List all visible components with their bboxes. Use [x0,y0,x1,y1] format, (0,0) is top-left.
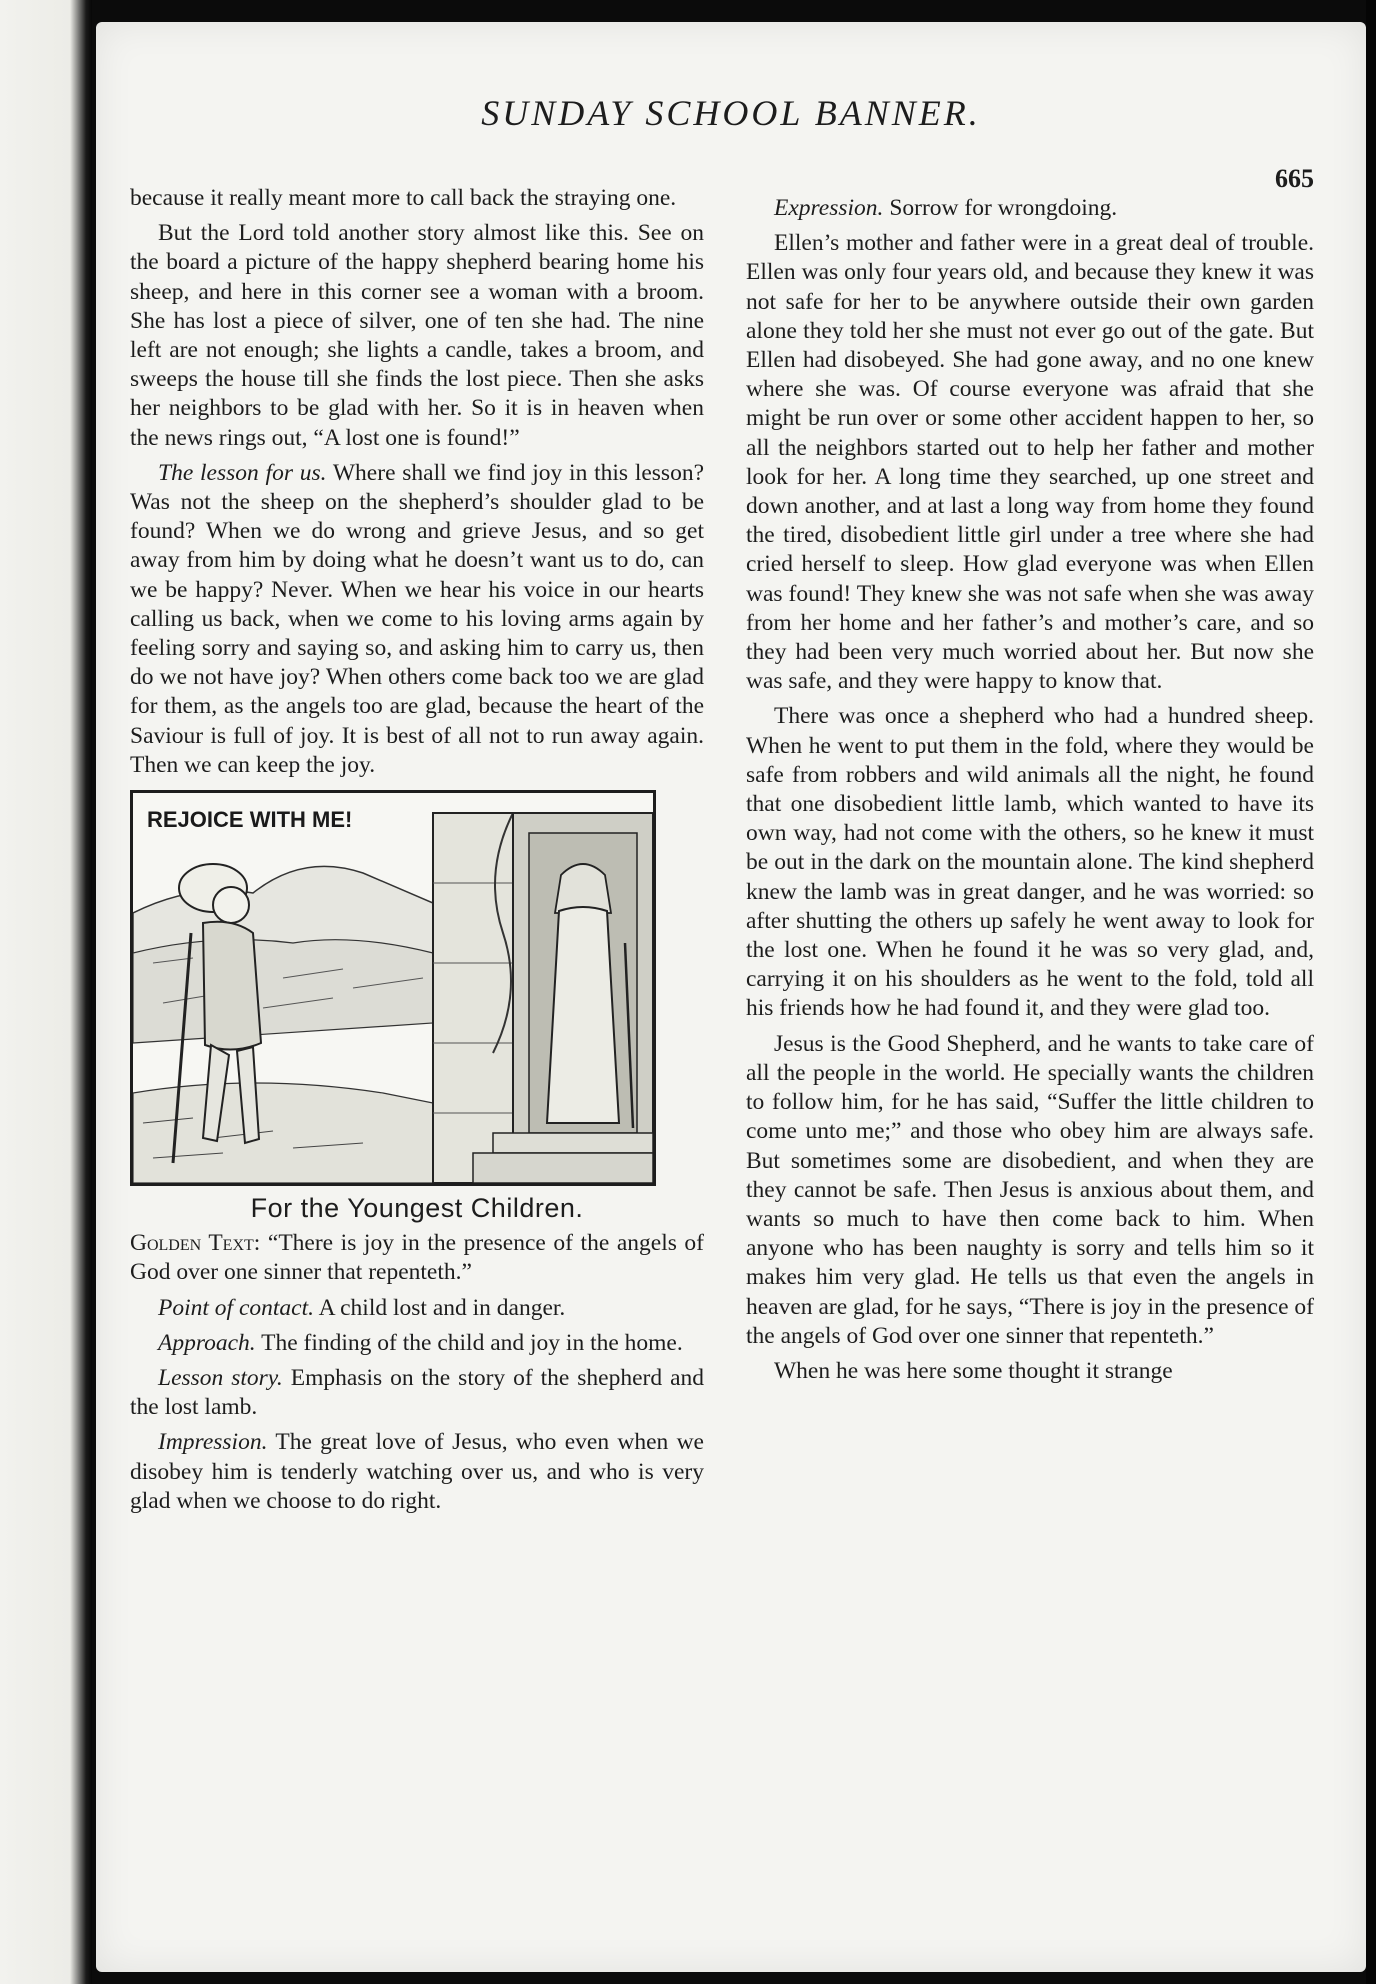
paragraph-lead: Expression. [774,195,884,221]
paragraph: Impression. The great love of Jesus, who even when we disobey him is tenderly watching over us, and who is very glad when we choose to do right. [130,1429,704,1514]
paragraph: The lesson for us. Where shall we find joy in this lesson? Was not the sheep on the shepherd’s shoulder glad to be found? When we do wrong and grieve Jesus, and so get away from him by doing what he doesn’t want us to do, can we be happy? Never. When we hear his voice in our hearts calling us back, when we come to his loving arms again by feeling sorry and saying so, and asking him to carry us, then do we not have joy? When others come back too we are glad for them, as the angels too are glad, because the heart of the Saviour is full of joy. It is best of all not to run away again. Then we can keep the joy. [130,459,704,778]
illustration-shepherd [130,790,656,1186]
scan-border [1366,0,1376,1984]
paragraph: When he was here some thought it strange [774,1357,1173,1384]
section-heading: For the Youngest Children. [250,1193,584,1224]
paragraph: Ellen’s mother and father were in a great deal of trouble. Ellen was only four years old, and because they knew it was not safe for her to be anywhere outside their own garden alone they told her she must not ever go out of the gate. But Ellen had disobeyed. She had gone away, and no one knew where she was. Of course everyone was afraid that she might be run over or some other accident happen to her, so all the neighbors started out to help her father and mother look for her. A long time they searched, up one street and down another, and at last a long way from home they found the tired, disobedient little girl under a tree where she had cried herself to sleep. How glad everyone was when Ellen was found! They knew she was not safe when she was away from her home and her father’s and mother’s care, and so they had been very much worried about her. But now she was safe, and they were happy to know that. [746,230,1314,695]
illustration-caption: REJOICE WITH ME! [147,807,353,833]
paragraph-lead: Approach. [158,1329,256,1356]
paragraph: Expression. Sorrow for wrongdoing. [774,195,1118,221]
paragraph: because it really meant more to call back the straying one. [130,185,677,211]
paragraph: Lesson story. Emphasis on the story of the shepherd and the lost lamb. [130,1365,704,1421]
running-head: SUNDAY SCHOOL BANNER. [481,93,981,133]
paragraph: There was once a shepherd who had a hundred sheep. When he went to put them in the fold, where they would be safe from robbers and wild animals all the night, he found that one disobedient little lamb, which wanted to have its own way, had not come with the others, so he knew it must be out in the dark on the mountain alone. The kind shepherd knew the lamb was in great danger, and he was worried: so after shutting the others up safely he went away to look for the lost one. When he found it he was so very glad, and, carrying it on his shoulders as he went to the fold, told all his friends how he had found it, and they were glad too. [746,703,1314,1022]
paragraph-lead: The lesson for us. [158,459,327,486]
paragraph: But the Lord told another story almost like this. See on the board a picture of the happy shepherd bearing home his sheep, and here in this corner see a woman with a broom. She has lost a piece of silver, one of ten she had. The nine left are not enough; she lights a candle, takes a broom, and sweeps the house till she finds the lost piece. Then she asks her neighbors to be glad with her. So it is in heaven when the news rings out, “A lost one is found!” [130,220,704,451]
paragraph: Approach. The finding of the child and joy in the home. [158,1329,683,1356]
page-number: 665 [1275,164,1314,193]
adjacent-page-edge [0,0,92,1984]
paragraph: Golden Text: “There is joy in the presence of the angels of God over one sinner that repenteth.” [130,1230,705,1286]
left-column [130,184,704,1522]
paragraph-lead: Lesson story. [158,1365,283,1392]
right-column [746,194,1314,1392]
paragraph: Point of contact. A child lost and in danger. [158,1294,566,1321]
paragraph-lead: Point of contact. [158,1294,314,1321]
paragraph: Jesus is the Good Shepherd, and he wants to take care of all the people in the world. He specially wants the children to follow him, for he has said, “Suffer the little children to come unto me;” and those who obey him are always safe. But sometimes some are disobedient, and when they are they cannot be safe. Then Jesus is anxious about them, and wants so much to have then come back to him. When anyone who has been naughty is sorry and tells him so it makes him very glad. He tells us that even the angels in heaven are glad, for he says, “There is joy in the presence of the angels of God over one sinner that repenteth.” [746,1030,1314,1349]
book-page [96,22,1366,1972]
paragraph-lead: Golden Text [130,1230,254,1257]
paragraph-lead: Impression. [158,1429,268,1456]
